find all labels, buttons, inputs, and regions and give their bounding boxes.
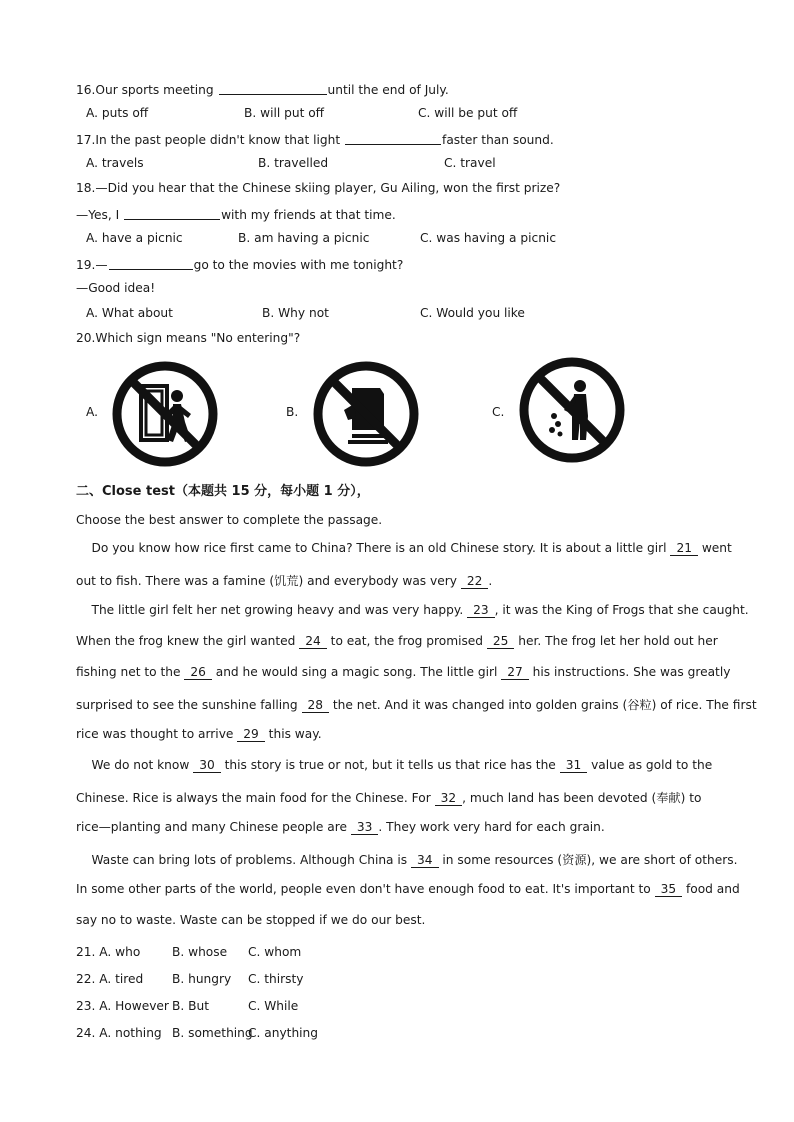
cloze-blank-21: 21 — [670, 542, 698, 556]
passage-text: Waste can bring lots of problems. Although China is — [76, 853, 412, 867]
stem-text: —Yes, I — [76, 208, 124, 223]
answer-blank — [109, 257, 193, 270]
cloze-blank-23: 23 — [467, 604, 495, 618]
passage-line — [76, 758, 712, 773]
passage-text: rice—planting and many Chinese people are — [76, 820, 351, 834]
passage-line — [76, 727, 322, 742]
passage-text: out to fish. There was a famine (饥荒) and everybody was very — [76, 574, 461, 588]
answer-23-option-b: B. But — [172, 999, 209, 1013]
stem-text: 19.— — [76, 258, 108, 273]
answer-24-option-b: B. something — [172, 1026, 253, 1040]
q18-stem-line — [76, 181, 560, 195]
stem-text: 16.Our sports meeting — [76, 83, 218, 98]
passage-line — [76, 572, 492, 589]
q20-option-b-label: B. — [286, 405, 299, 419]
answer-21-option-c: C. whom — [248, 945, 302, 959]
passage-text: , it was the King of Frogs that she caught. — [494, 603, 749, 617]
answer-22-option-b: B. hungry — [172, 972, 232, 986]
cloze-blank-33: 33 — [351, 821, 379, 835]
passage-text: . They work very hard for each grain. — [378, 820, 605, 834]
q18-option-c: C. was having a picnic — [420, 231, 557, 245]
passage-text: this way. — [264, 727, 322, 741]
sign-a-no-entry — [111, 360, 219, 471]
sign-b-no-touching — [312, 360, 420, 471]
q17-option-b: B. travelled — [258, 156, 329, 170]
answer-24-option-a: 24. A. nothing — [76, 1026, 162, 1040]
q19-option-c: C. Would you like — [420, 306, 525, 320]
cloze-blank-24: 24 — [299, 635, 327, 649]
passage-text: to eat, the frog promised — [326, 634, 487, 648]
answer-23-option-c: C. While — [248, 999, 299, 1013]
no-entry-person-door-icon — [111, 360, 219, 468]
question-20-stem: 20.Which sign means "No entering"? — [76, 331, 301, 345]
passage-line — [76, 696, 757, 713]
answer-21-option-b: B. whose — [172, 945, 228, 959]
stem-text: go to the movies with me tonight? — [193, 258, 404, 273]
stem-text: faster than sound. — [442, 133, 554, 148]
q18-option-b: B. am having a picnic — [238, 231, 370, 245]
q18-option-a: A. have a picnic — [86, 231, 183, 245]
passage-line — [76, 634, 718, 649]
section-2-instruction: Choose the best answer to complete the passage. — [76, 513, 383, 527]
passage-text: rice was thought to arrive — [76, 727, 238, 741]
cloze-blank-35: 35 — [655, 883, 683, 897]
q17-stem-line — [76, 131, 554, 147]
passage-text: food and — [682, 882, 740, 896]
q16-stem-line — [76, 81, 449, 97]
cloze-blank-25: 25 — [487, 635, 515, 649]
stem-text: until the end of July. — [327, 83, 449, 98]
passage-text: say no to waste. Waste can be stopped if we do our best. — [76, 913, 426, 927]
passage-text: fishing net to the — [76, 665, 185, 679]
cloze-blank-31: 31 — [560, 759, 588, 773]
q17-option-a: A. travels — [86, 156, 144, 170]
answer-blank — [124, 207, 220, 220]
q19-option-a: A. What about — [86, 306, 173, 320]
q19-option-b: B. Why not — [262, 306, 329, 320]
stem-text: with my friends at that time. — [221, 208, 396, 223]
q20-option-a-label: A. — [86, 405, 98, 419]
q19-stem-line — [76, 281, 155, 295]
q20-option-c-label: C. — [492, 405, 505, 419]
q16-option-a: A. puts off — [86, 106, 149, 120]
stem-text: 18.—Did you hear that the Chinese skiing player, Gu Ailing, won the first prize? — [76, 181, 561, 195]
passage-text: Do you know how rice first came to China? There is an old Chinese story. It is about a little girl — [76, 541, 671, 555]
stem-text: —Good idea! — [76, 281, 156, 295]
q18-stem-line — [76, 206, 396, 222]
cloze-blank-26: 26 — [184, 666, 212, 680]
passage-line — [76, 665, 730, 680]
cloze-blank-29: 29 — [237, 728, 265, 742]
passage-text: this story is true or not, but it tells us that rice has the — [220, 758, 560, 772]
answer-24-option-c: C. anything — [248, 1026, 319, 1040]
passage-text: The little girl felt her net growing heavy and was very happy. — [76, 603, 468, 617]
passage-text: Chinese. Rice is always the main food for the Chinese. For — [76, 791, 435, 805]
passage-text: the net. And it was changed into golden grains (谷粒) of rice. The first — [329, 698, 757, 712]
passage-text: in some resources (资源), we are short of others. — [438, 853, 738, 867]
passage-line — [76, 913, 425, 927]
passage-line — [76, 789, 701, 806]
answer-blank — [345, 132, 441, 145]
passage-line — [76, 851, 737, 868]
passage-text: and he would sing a magic song. The little girl — [211, 665, 502, 679]
cloze-blank-30: 30 — [193, 759, 221, 773]
passage-text: . — [488, 574, 493, 588]
q17-option-c: C. travel — [444, 156, 496, 170]
passage-line — [76, 541, 732, 556]
passage-text: went — [697, 541, 732, 555]
answer-22-option-c: C. thirsty — [248, 972, 304, 986]
q16-option-c: C. will be put off — [418, 106, 518, 120]
answer-22-option-a: 22. A. tired — [76, 972, 144, 986]
stem-text: 17.In the past people didn't know that light — [76, 133, 345, 148]
cloze-blank-22: 22 — [461, 575, 489, 589]
q16-option-b: B. will put off — [244, 106, 325, 120]
cloze-blank-34: 34 — [411, 854, 439, 868]
passage-text: , much land has been devoted (奉献) to — [462, 791, 702, 805]
section-2-heading: 二、Close test（本题共 15 分，每小题 1 分）， — [76, 484, 370, 499]
passage-text: In some other parts of the world, people even don't have enough food to eat. It's important to — [76, 882, 655, 896]
cloze-blank-28: 28 — [302, 699, 330, 713]
passage-line — [76, 603, 749, 618]
answer-blank — [219, 82, 327, 95]
passage-text: When the frog knew the girl wanted — [76, 634, 300, 648]
passage-text: surprised to see the sunshine falling — [76, 698, 302, 712]
no-littering-icon — [518, 356, 626, 464]
q19-stem-line — [76, 256, 403, 272]
answer-23-option-a: 23. A. However — [76, 999, 169, 1013]
no-touching-hand-icon — [312, 360, 420, 468]
answer-21-option-a: 21. A. who — [76, 945, 141, 959]
passage-text: her. The frog let her hold out her — [514, 634, 718, 648]
passage-line — [76, 820, 605, 835]
passage-text: his instructions. She was greatly — [528, 665, 731, 679]
cloze-blank-27: 27 — [501, 666, 529, 680]
cloze-blank-32: 32 — [435, 792, 463, 806]
passage-text: value as gold to the — [587, 758, 713, 772]
passage-text: We do not know — [76, 758, 194, 772]
sign-c-no-littering — [518, 356, 626, 467]
passage-line — [76, 882, 740, 897]
